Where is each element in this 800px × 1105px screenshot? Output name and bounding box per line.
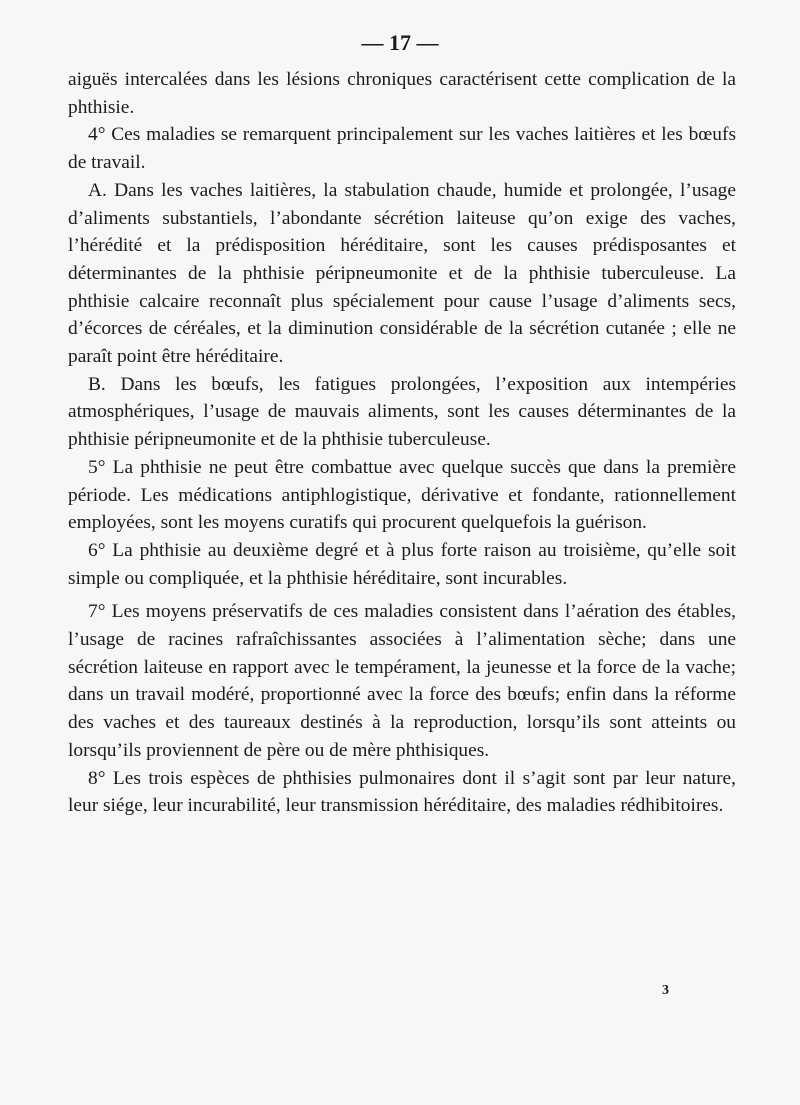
paragraph-a: A. Dans les vaches laitières, la stabulation chaude, humide et prolongée, l’usage d’aliments substantiels, l’abondante sécrétion laiteuse qu’on exige des vaches, l’hérédité et la prédisposition héréditaire, sont les causes prédisposantes et déterminantes de la phthisie péripneumonite et de la phthisie tuberculeuse. La phthisie calcaire reconnaît plus spécialement pour cause l’usage d’aliments secs, d’écorces de céréales, et la diminution considérable de la sécrétion cutanée ; elle ne paraît point être héréditaire. (68, 179, 736, 368)
body-text (68, 66, 736, 820)
page-number: — 17 — (361, 30, 439, 55)
paragraph-b: B. Dans les bœufs, les fatigues prolongées, l’exposition aux intempéries atmosphériques, l’usage de mauvais aliments, sont les causes déterminantes de la phthisie péripneumonite et de la phthisie tuberculeuse. (68, 373, 736, 451)
paragraph-4: 4° Ces maladies se remarquent principalement sur les vaches laitières et les bœufs de travail. (68, 124, 736, 174)
paragraph-6: 6° La phthisie au deuxième degré et à plus forte raison au troisième, qu’elle soit simple ou compliquée, et la phthisie héréditaire, sont incurables. (68, 539, 736, 589)
paragraph-7: 7° Les moyens préservatifs de ces maladies consistent dans l’aération des étables, l’usage de racines rafraîchissantes associées à l’alimentation sèche; dans une sécrétion laiteuse en rapport avec le tempérament, la jeunesse et la force de la vache; dans un travail modéré, proportionné avec la force des bœufs; enfin dans la réforme des vaches et des taureaux destinés à la reproduction, lorsqu’ils sont atteints ou lorsqu’ils proviennent de père ou de mère phthisiques. (68, 601, 736, 761)
paragraph-5: 5° La phthisie ne peut être combattue avec quelque succès que dans la première période. Les médications antiphlogistique, dérivative et fondante, rationnellement employées, sont les moyens curatifs qui procurent quelquefois la guérison. (68, 456, 736, 534)
paragraph-8: 8° Les trois espèces de phthisies pulmonaires dont il s’agit sont par leur nature, leur siége, leur incurabilité, leur transmission héréditaire, des maladies rédhibitoires. (68, 767, 736, 817)
paragraph-continuation: aiguës intercalées dans les lésions chroniques caractérisent cette complication de la phthisie. (68, 69, 736, 118)
printer-signature-mark: 3 (662, 983, 669, 998)
